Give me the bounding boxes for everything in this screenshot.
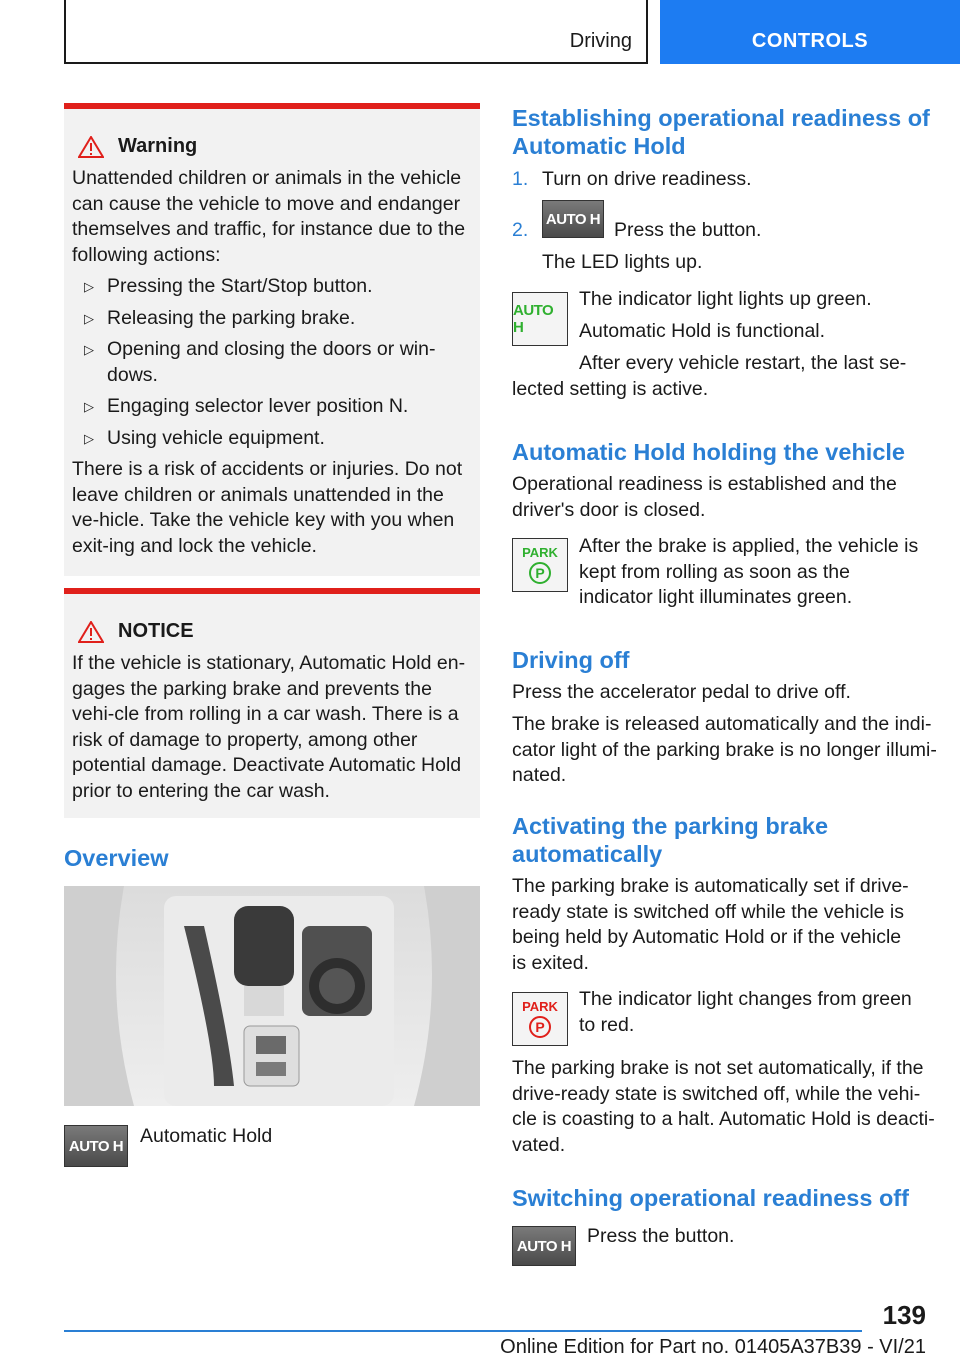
warning-box: [64, 103, 480, 576]
activating-indicator-text: The indicator light changes from green to red.: [579, 988, 912, 1036]
warning-intro: Unattended children or animals in the vehicle can cause the vehicle to move and endanger themselves and traffic, for instance due to the following actions:: [72, 167, 466, 266]
holding-heading: Automatic Hold holding the vehicle: [512, 439, 905, 465]
warning-triangle-icon: [78, 136, 104, 158]
header-section-title: Driving: [569, 30, 632, 52]
header-section-box: [64, 0, 648, 64]
holding-text: Operational readiness is established and the driver's door is closed.: [512, 473, 897, 521]
bullet-triangle-icon: ▷: [84, 310, 94, 326]
auto-h-indicator-icon: AUTO H: [512, 292, 568, 346]
step-number: 1.: [512, 168, 529, 190]
activating-text-2: The parking brake is not set automatically, if the drive-ready state is switched off, while the vehi-cle is coasting to a halt. Automatic Hold is deacti-vated.: [512, 1057, 935, 1156]
bullet-triangle-icon: ▷: [84, 279, 94, 294]
indicator-text-3: After every vehicle restart, the last se-lected setting is active.: [512, 352, 907, 400]
driving-off-heading: Driving off: [512, 647, 630, 673]
notice-box: [64, 588, 480, 818]
step-number: 2.: [512, 219, 529, 241]
bullet-triangle-icon: ▷: [84, 399, 94, 414]
driving-off-text-2: The brake is released automatically and the indi-cator light of the parking brake is no longer illumi-nated.: [512, 713, 937, 786]
step-1-text: Turn on drive readiness.: [542, 168, 752, 190]
overview-heading: Overview: [64, 845, 169, 871]
park-indicator-red-icon: PARK P: [512, 992, 568, 1046]
overview-caption: Automatic Hold: [140, 1125, 273, 1147]
notice-text: If the vehicle is stationary, Automatic Hold en-gages the parking brake and prevents the vehi-cle from rolling in a car wash. There is a risk of damage to property, among other potential damage. Deactivate Automatic Hold prior to entering the car wash.: [72, 652, 466, 802]
establish-heading: Establishing operational readiness of Automatic Hold: [512, 105, 930, 159]
indicator-text-1: The indicator light lights up green.: [579, 288, 872, 310]
holding-indicator-text: After the brake is applied, the vehicle is kept from rolling as soon as the indicator light illuminates green.: [579, 535, 919, 608]
list-item: ▷ Opening and closing the doors or win-dows.: [84, 338, 436, 386]
park-indicator-green-icon: PARK P: [512, 538, 568, 592]
footer-divider: [64, 1330, 862, 1332]
switching-text: Press the button.: [587, 1225, 735, 1247]
led-text: The LED lights up.: [542, 251, 703, 273]
warning-outro: There is a risk of accidents or injuries. Do not leave children or animals unattended in the ve-hicle. Take the vehicle key with you when exit-ing and lock the vehicle.: [72, 458, 463, 557]
warning-title: Warning: [72, 135, 470, 158]
step-2-text: Press the button.: [614, 219, 762, 241]
list-item: ▷ Using vehicle equipment.: [72, 426, 470, 452]
warning-list: [72, 274, 470, 451]
header-chapter-tab: [660, 0, 960, 64]
switching-heading: Switching operational readiness off: [512, 1185, 909, 1211]
warning-triangle-icon: [78, 621, 104, 643]
list-item: ▷ Engaging selector lever position N.: [72, 394, 470, 420]
auto-h-icon: AUTO H: [64, 1125, 128, 1167]
driving-off-text-1: Press the accelerator pedal to drive off.: [512, 681, 851, 703]
bullet-triangle-icon: ▷: [84, 430, 94, 446]
auto-h-icon: AUTO H: [542, 200, 604, 238]
activating-heading: Activating the parking brake automatically: [512, 813, 829, 867]
bullet-triangle-icon: ▷: [84, 342, 94, 357]
footer-edition: Online Edition for Part no. 01405A37B39 - VI/21: [500, 1336, 926, 1358]
header-chapter-title: CONTROLS: [751, 30, 869, 52]
activating-text-1: The parking brake is automatically set if drive-ready state is switched off while the vehicle is being held by Automatic Hold or if the vehicle is exited.: [512, 875, 909, 974]
center-console-image: [64, 886, 480, 1106]
notice-title: NOTICE: [72, 620, 470, 643]
indicator-text-2: Automatic Hold is functional.: [579, 320, 826, 342]
auto-h-icon: AUTO H: [512, 1226, 576, 1266]
page-number: 139: [882, 1300, 926, 1330]
list-item: ▷ Pressing the Start/Stop button.: [72, 274, 470, 300]
list-item: ▷ Releasing the parking brake.: [72, 306, 470, 332]
